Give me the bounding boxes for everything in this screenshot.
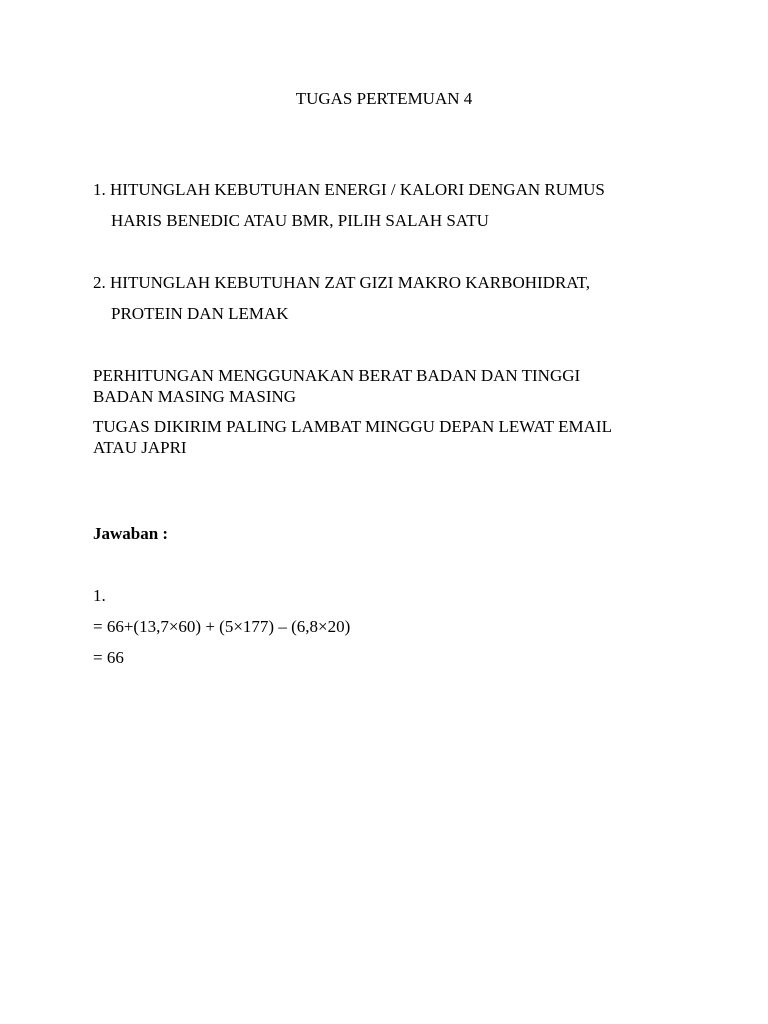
instruction-2-line-2: ATAU JAPRI (93, 438, 187, 457)
answer-heading: Jawaban : (93, 524, 169, 543)
task-2-line-2: PROTEIN DAN LEMAK (111, 304, 289, 323)
task-2-line-1: 2. HITUNGLAH KEBUTUHAN ZAT GIZI MAKRO KARBOHIDRAT, (93, 273, 591, 292)
answer-formula: = 66+(13,7×60) + (5×177) – (6,8×20) (93, 617, 351, 636)
answer-number: 1. (93, 586, 106, 605)
task-1-line-1: 1. HITUNGLAH KEBUTUHAN ENERGI / KALORI DENGAN RUMUS (93, 180, 605, 199)
document-title: TUGAS PERTEMUAN 4 (295, 89, 473, 108)
instruction-2-line-1: TUGAS DIKIRIM PALING LAMBAT MINGGU DEPAN LEWAT EMAIL (93, 417, 612, 436)
instruction-1-line-2: BADAN MASING MASING (93, 387, 297, 406)
task-1-line-2: HARIS BENEDIC ATAU BMR, PILIH SALAH SATU (111, 211, 489, 230)
answer-result: = 66 (93, 648, 124, 667)
instruction-1-line-1: PERHITUNGAN MENGGUNAKAN BERAT BADAN DAN TINGGI (93, 366, 581, 385)
